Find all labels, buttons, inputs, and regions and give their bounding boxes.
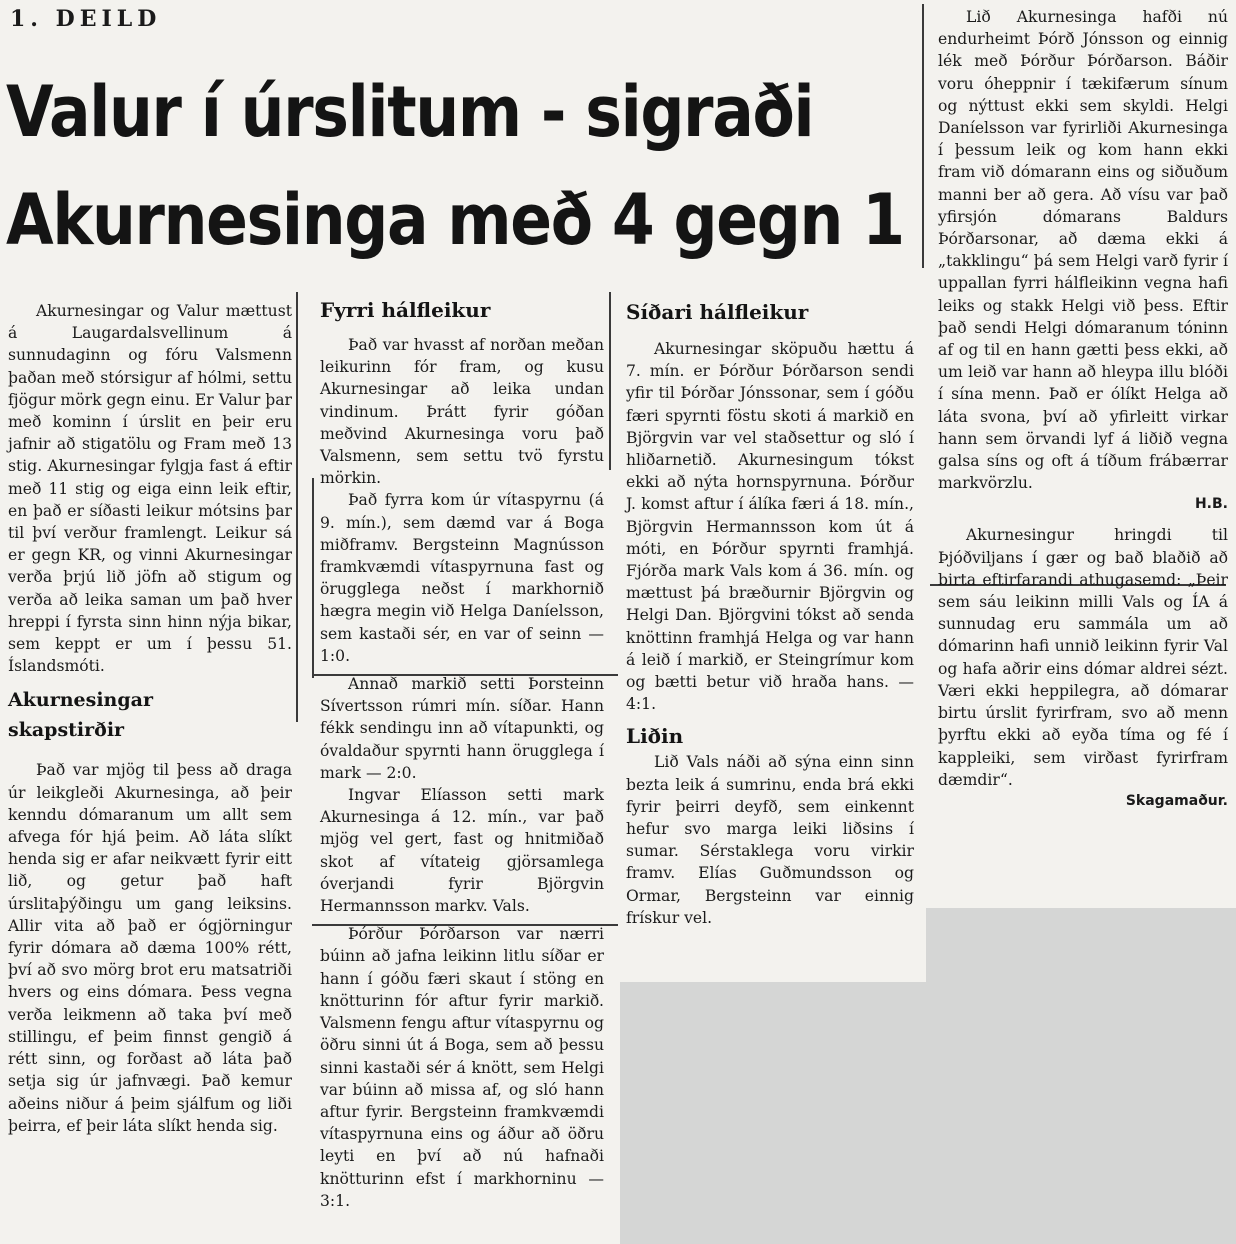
column-1 <box>8 300 292 1137</box>
subhead-sidari-halfleikur: Síðari hálfleikur <box>626 300 809 324</box>
body-paragraph: Það fyrra kom úr vítaspyrnu (á 9. mín.), sem dæmd var á Boga miðframv. Bergsteinn Magnússon framkvæmdi vítaspyrnuna fast og örugglega neðst í markhornið hægra megin við Helga Daníelsson, sem kastaði sér, en var of seinn — 1:0. <box>320 491 604 665</box>
subhead-skapstirdir-line-1: Akurnesingar <box>8 689 153 712</box>
signature-skagamadur: Skagamaður. <box>1125 792 1228 809</box>
headline <box>6 58 904 274</box>
body-paragraph: Lið Vals náði að sýna einn sinn bezta leik á sumrinu, enda brá ekki fyrir þeirri deyfð, sem einkennt hefur svo marga leiki liðsins í sumar. Sérstaklega voru virkir framv. Elías Guðmundsson og Ormar, Bergsteinn var einnig frískur vel. <box>626 753 914 927</box>
column-rule <box>312 478 314 678</box>
headline-line-2: Akurnesinga með 4 gegn 1 <box>6 179 904 261</box>
body-paragraph: Akurnesingar sköpuðu hættu á 7. mín. er Þórður Þórðarson sendi yfir til Þórðar Jónssonar, sem í góðu færi spyrnti föstu skoti á markið en Björgvin var vel staðsettur og sló í hliðarnetið. Akurnesingum tókst ekki að nýta hornspyrnuna. Þórður J. komst aftur í álíka færi á 18. mín., Björgvin Hermannsson kom út á móti, en Þórður spyrnti framhjá. Fjórða mark Vals kom á 36. mín. og mættust þá bræðurnir Björgvin og Helgi Dan. Björgvini tókst að senda knöttinn framhjá Helga og var hann á leið í markið, er Steingrímur kom og bætti betur við hraða hans. — 4:1. <box>626 340 914 714</box>
body-paragraph: Lið Akurnesinga hafði nú endurheimt Þórð Jónsson og einnig lék með Þórður Þórðarson. Báðir voru óheppnir í tækifærum sínum og nýttust ekki sem skyldi. Helgi Daníelsson var fyrirliði Akurnesinga í þessum leik og kom hann ekki fram við dómarann eins og siðuðum manni ber að gera. Að vísu var það yfirsjón dómarans Baldurs Þórðarsonar, að dæma ekki á „takklingu“ þá sem Helgi varð fyrir í uppallan fyrri hálfleikinn vegna hafi leiks og stakk Helgi við þess. Eftir það sendi Helgi dómaranum tóninn af og til en hann gætti þess ekki, að um leið var hann að hleypa illu blóði í sína menn. Það er ólíkt Helga að láta svona, því að yfirleitt virkar hann sem örvandi lyf á liðið vegna galsa síns og oft á tíðum frábærrar markvörzlu. <box>938 8 1228 493</box>
body-paragraph: Akurnesingur hringdi til Þjóðviljans í gær og bað blaðið að birta eftirfarandi athugasemd: „Þeir sem sáu leikinn milli Vals og ÍA á sunnudag eru sammála um að dómarinn hafi unnið leikinn fyrir Val og hafa aðrir eins dómar aldrei sézt. Væri ekki heppilegra, að dómarar birtu úrslit fyrirfram, svo að menn þyrftu ekki að eyða tíma og fé í kappleiki, sem virðast fyrirfram dæmdir“. <box>938 526 1228 789</box>
body-paragraph: Ingvar Elíasson setti mark Akurnesinga á 12. mín., var það mjög vel gert, fast og hnitmiðað skot af vítateig gjörsamlega óverjandi fyrir Björgvin Hermannsson markv. Vals. <box>320 786 604 916</box>
column-3 <box>626 296 914 929</box>
subhead-fyrri-halfleikur: Fyrri hálfleikur <box>320 298 491 322</box>
body-paragraph: Það var mjög til þess að draga úr leikgleði Akurnesinga, að þeir kenndu dómaranum um allt sem afvega fór hjá þeim. Að láta slíkt henda sig er afar neikvætt fyrir eitt lið, og getur það haft úrslitaþýðingu um gang leiksins. Allir vita að það er ógjörningur fyrir dómara að dæma 100% rétt, því að svo mörg brot eru matsatriði hvers og eins dómara. Þess vegna verða leikmenn að taka því með stillingu, ef þeim finnst gengið á rétt sinn, og forðast að láta það setja sig úr jafnvægi. Það kemur aðeins niður á þeim sjálfum og liði þeirra, ef þeir láta slíkt henda sig. <box>8 761 292 1135</box>
column-rule <box>922 4 924 268</box>
subhead-skapstirdir-line-2: skapstirðir <box>8 719 125 742</box>
signature-hb: H.B. <box>1194 496 1228 513</box>
column-rule <box>296 292 298 722</box>
subhead-lidin: Liðin <box>626 724 684 749</box>
column-2 <box>320 294 604 1212</box>
body-paragraph: Annað markið setti Þorsteinn Sívertsson rúmri mín. síðar. Hann fékk sendingu inn að vítapunkti, og óvaldaður spyrnti hann örugglega í mark — 2:0. <box>320 675 604 782</box>
column-4 <box>938 6 1228 811</box>
column-rule <box>609 292 611 470</box>
intro-paragraph: Akurnesingar og Valur mættust á Laugardalsvellinum á sunnudaginn og fóru Valsmenn þaðan með stórsigur af hólmi, settu fjögur mörk gegn einu. Er Valur þar með kominn í úrslit en þeir eru jafnir að stigatölu og Fram með 13 stig. Akurnesingar fylgja fast á eftir með 11 stig og eiga einn leik eftir, en það er síðasti leikur mótsins þar til því verður framlengt. Leikur sá er gegn KR, og vinni Akurnesingar verða þrjú lið jöfn að stigum og verða að leika saman um það hver hreppi í fyrsta sinn hinn nýja bikar, sem keppt er um í þessu 51. Íslandsmóti. <box>8 302 292 676</box>
body-paragraph: Þórður Þórðarson var nærri búinn að jafna leikinn litlu síðar er hann í góðu færi skaut í stöng en knötturinn fór aftur fyrir markið. Valsmenn fengu aftur vítaspyrnu og öðru sinni út á Boga, sem að þessu sinni kastaði sér á knött, sem Helgi var búinn að missa af, og sló hann aftur fyrir. Bergsteinn framkvæmdi vítaspyrnuna eins og áður að öðru leyti en því að nú hafnaði knötturinn efst í markhorninu — 3:1. <box>320 925 604 1210</box>
headline-line-1: Valur í úrslitum - sigraði <box>6 71 814 153</box>
body-paragraph: Það var hvasst af norðan meðan leikurinn fór fram, og kusu Akurnesingar að leika undan vindinum. Þrátt fyrir góðan meðvind Akurnesinga voru það Valsmenn, sem settu tvö fyrstu mörkin. <box>320 336 604 488</box>
section-label: 1. DEILD <box>10 6 162 32</box>
